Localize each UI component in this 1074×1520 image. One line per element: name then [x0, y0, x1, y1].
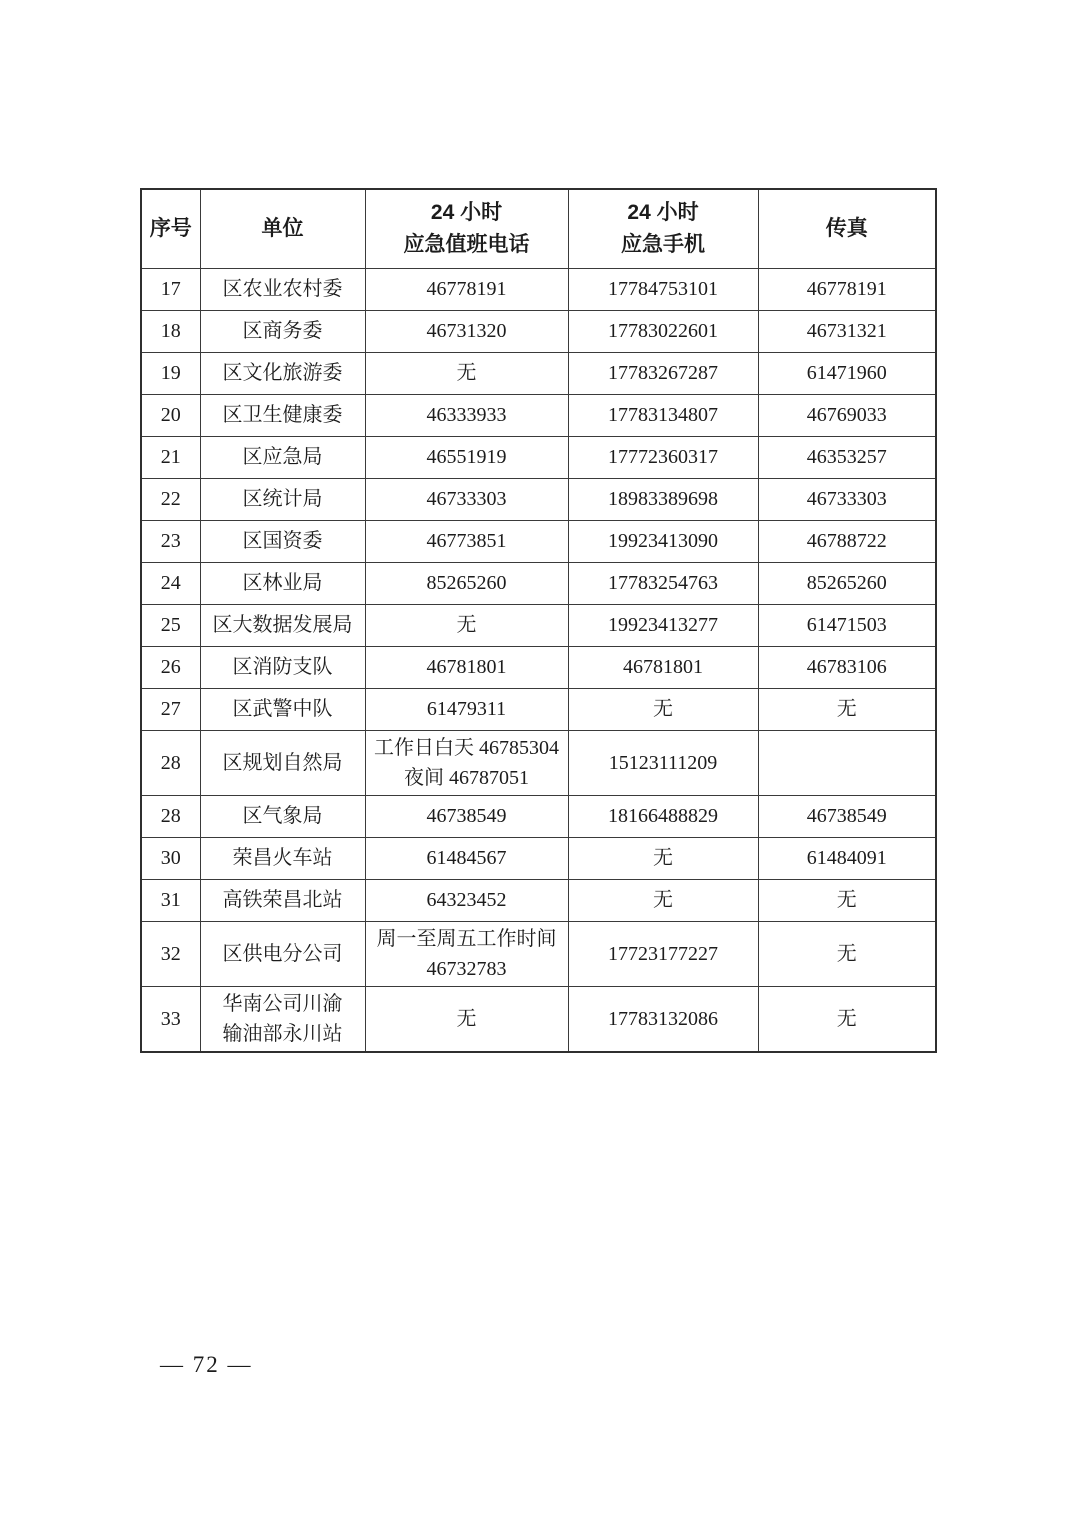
cell-seq: 26	[141, 646, 200, 688]
table-row	[141, 646, 936, 688]
emergency-contacts-table	[140, 188, 937, 1053]
cell-duty-phone: 46733303	[365, 478, 568, 520]
cell-fax: 无	[758, 986, 936, 1052]
cell-duty-phone: 无	[365, 352, 568, 394]
cell-seq: 28	[141, 795, 200, 837]
cell-duty-phone: 46773851	[365, 520, 568, 562]
cell-duty-phone: 64323452	[365, 879, 568, 921]
cell-mobile: 17723177227	[568, 921, 758, 986]
cell-fax: 61471960	[758, 352, 936, 394]
cell-unit: 区国资委	[200, 520, 365, 562]
cell-duty-phone: 46731320	[365, 310, 568, 352]
cell-duty-phone: 46738549	[365, 795, 568, 837]
cell-mobile: 无	[568, 688, 758, 730]
column-header-unit: 单位	[200, 189, 365, 268]
column-header-fax: 传真	[758, 189, 936, 268]
cell-seq: 27	[141, 688, 200, 730]
cell-mobile: 17783267287	[568, 352, 758, 394]
column-header-duty-phone: 24 小时 应急值班电话	[365, 189, 568, 268]
table-row	[141, 986, 936, 1052]
cell-seq: 32	[141, 921, 200, 986]
cell-unit: 区规划自然局	[200, 730, 365, 795]
cell-mobile: 17783132086	[568, 986, 758, 1052]
table-row	[141, 688, 936, 730]
table-header-row	[141, 189, 936, 268]
cell-unit: 区林业局	[200, 562, 365, 604]
cell-duty-phone: 46333933	[365, 394, 568, 436]
cell-fax: 46731321	[758, 310, 936, 352]
cell-duty-phone: 无	[365, 986, 568, 1052]
cell-mobile: 17783022601	[568, 310, 758, 352]
cell-unit: 区农业农村委	[200, 268, 365, 310]
cell-fax: 61471503	[758, 604, 936, 646]
column-header-mobile: 24 小时 应急手机	[568, 189, 758, 268]
cell-seq: 28	[141, 730, 200, 795]
table-row	[141, 520, 936, 562]
cell-mobile: 17783254763	[568, 562, 758, 604]
cell-fax: 85265260	[758, 562, 936, 604]
table-row	[141, 795, 936, 837]
cell-mobile: 17772360317	[568, 436, 758, 478]
column-header-seq: 序号	[141, 189, 200, 268]
table-header	[141, 189, 936, 268]
table-row	[141, 352, 936, 394]
cell-mobile: 无	[568, 879, 758, 921]
cell-unit: 区气象局	[200, 795, 365, 837]
table-row	[141, 604, 936, 646]
table-row	[141, 562, 936, 604]
cell-unit: 区应急局	[200, 436, 365, 478]
cell-fax: 无	[758, 879, 936, 921]
cell-fax	[758, 730, 936, 795]
cell-seq: 25	[141, 604, 200, 646]
cell-seq: 30	[141, 837, 200, 879]
cell-unit: 区大数据发展局	[200, 604, 365, 646]
table-row	[141, 436, 936, 478]
cell-duty-phone: 工作日白天 46785304 夜间 46787051	[365, 730, 568, 795]
cell-unit: 区商务委	[200, 310, 365, 352]
cell-mobile: 17783134807	[568, 394, 758, 436]
cell-fax: 46353257	[758, 436, 936, 478]
cell-fax: 46783106	[758, 646, 936, 688]
cell-mobile: 19923413277	[568, 604, 758, 646]
cell-mobile: 18983389698	[568, 478, 758, 520]
cell-mobile: 17784753101	[568, 268, 758, 310]
cell-unit: 区文化旅游委	[200, 352, 365, 394]
cell-seq: 19	[141, 352, 200, 394]
cell-seq: 33	[141, 986, 200, 1052]
cell-seq: 31	[141, 879, 200, 921]
cell-fax: 46733303	[758, 478, 936, 520]
cell-seq: 22	[141, 478, 200, 520]
cell-unit: 区供电分公司	[200, 921, 365, 986]
cell-duty-phone: 46778191	[365, 268, 568, 310]
cell-fax: 61484091	[758, 837, 936, 879]
cell-unit: 荣昌火车站	[200, 837, 365, 879]
cell-mobile: 18166488829	[568, 795, 758, 837]
cell-seq: 17	[141, 268, 200, 310]
table-row	[141, 268, 936, 310]
cell-duty-phone: 46551919	[365, 436, 568, 478]
cell-seq: 21	[141, 436, 200, 478]
table-row	[141, 921, 936, 986]
cell-duty-phone: 46781801	[365, 646, 568, 688]
cell-duty-phone: 周一至周五工作时间 46732783	[365, 921, 568, 986]
table-row	[141, 730, 936, 795]
table-row	[141, 394, 936, 436]
cell-fax: 46738549	[758, 795, 936, 837]
cell-seq: 20	[141, 394, 200, 436]
cell-mobile: 46781801	[568, 646, 758, 688]
cell-duty-phone: 无	[365, 604, 568, 646]
table-row	[141, 478, 936, 520]
table-row	[141, 310, 936, 352]
table-row	[141, 879, 936, 921]
cell-duty-phone: 61479311	[365, 688, 568, 730]
table-row	[141, 837, 936, 879]
cell-fax: 46769033	[758, 394, 936, 436]
cell-unit: 区统计局	[200, 478, 365, 520]
cell-fax: 无	[758, 921, 936, 986]
cell-unit: 华南公司川渝 输油部永川站	[200, 986, 365, 1052]
cell-mobile: 19923413090	[568, 520, 758, 562]
cell-unit: 区武警中队	[200, 688, 365, 730]
cell-unit: 区卫生健康委	[200, 394, 365, 436]
cell-duty-phone: 85265260	[365, 562, 568, 604]
cell-mobile: 15123111209	[568, 730, 758, 795]
cell-seq: 23	[141, 520, 200, 562]
cell-fax: 无	[758, 688, 936, 730]
cell-fax: 46788722	[758, 520, 936, 562]
cell-duty-phone: 61484567	[365, 837, 568, 879]
cell-mobile: 无	[568, 837, 758, 879]
page-number: — 72 —	[160, 1352, 253, 1377]
cell-unit: 高铁荣昌北站	[200, 879, 365, 921]
cell-unit: 区消防支队	[200, 646, 365, 688]
cell-seq: 18	[141, 310, 200, 352]
cell-fax: 46778191	[758, 268, 936, 310]
cell-seq: 24	[141, 562, 200, 604]
table-body	[141, 268, 936, 1052]
